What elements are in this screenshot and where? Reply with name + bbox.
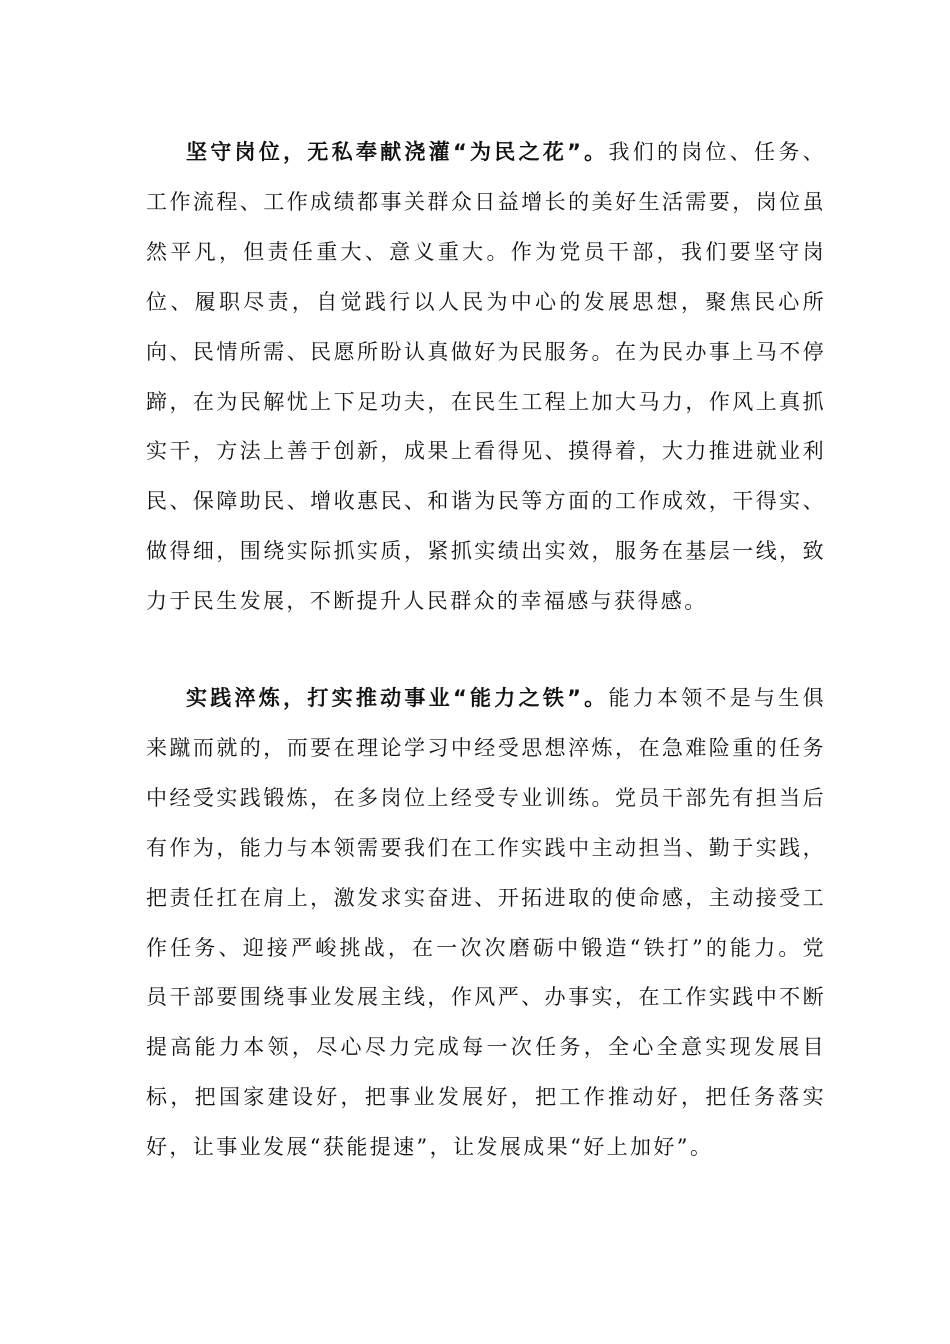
paragraph-1 bbox=[146, 128, 826, 627]
paragraph-1-body: 我们的岗位、任务、工作流程、工作成绩都事关群众日益增长的美好生活需要，岗位虽然平凡，但责任重大、意义重大。作为党员干部，我们要坚守岗位、履职尽责，自觉践行以人民为中心的发展思想，聚焦民心所向、民情所需、民愿所盼认真做好为民服务。在为民办事上马不停蹄，在为民解忧上下足功夫，在民生工程上加大马力，作风上真抓实干，方法上善于创新，成果上看得见、摸得着，大力推进就业利民、保障助民、增收惠民、和谐为民等方面的工作成效，干得实、做得细，围绕实际抓实质，紧抓实绩出实效，服务在基层一线，致力于民生发展，不断提升人民群众的幸福感与获得感。 bbox=[146, 140, 826, 614]
paragraph-2-lead: 实践淬炼，打实推动事业“能力之铁”。 bbox=[186, 686, 609, 710]
paragraph-2-body: 能力本领不是与生俱来蹴而就的，而要在理论学习中经受思想淬炼，在急难险重的任务中经受实践锻炼，在多岗位上经受专业训练。党员干部先有担当后有作为，能力与本领需要我们在工作实践中主动担当、勤于实践，把责任扛在肩上，激发求实奋进、开拓进取的使命感，主动接受工作任务、迎接严峻挑战，在一次次磨砺中锻造“铁打”的能力。党员干部要围绕事业发展主线，作风严、办事实，在工作实践中不断提高能力本领，尽心尽力完成每一次任务，全心全意实现发展目标，把国家建设好，把事业发展好，把工作推动好，把任务落实好，让事业发展“获能提速”，让发展成果“好上加好”。 bbox=[146, 686, 826, 1160]
paragraph-1-lead: 坚守岗位，无私奉献浇灌“为民之花”。 bbox=[186, 140, 609, 164]
paragraph-2 bbox=[146, 674, 826, 1173]
